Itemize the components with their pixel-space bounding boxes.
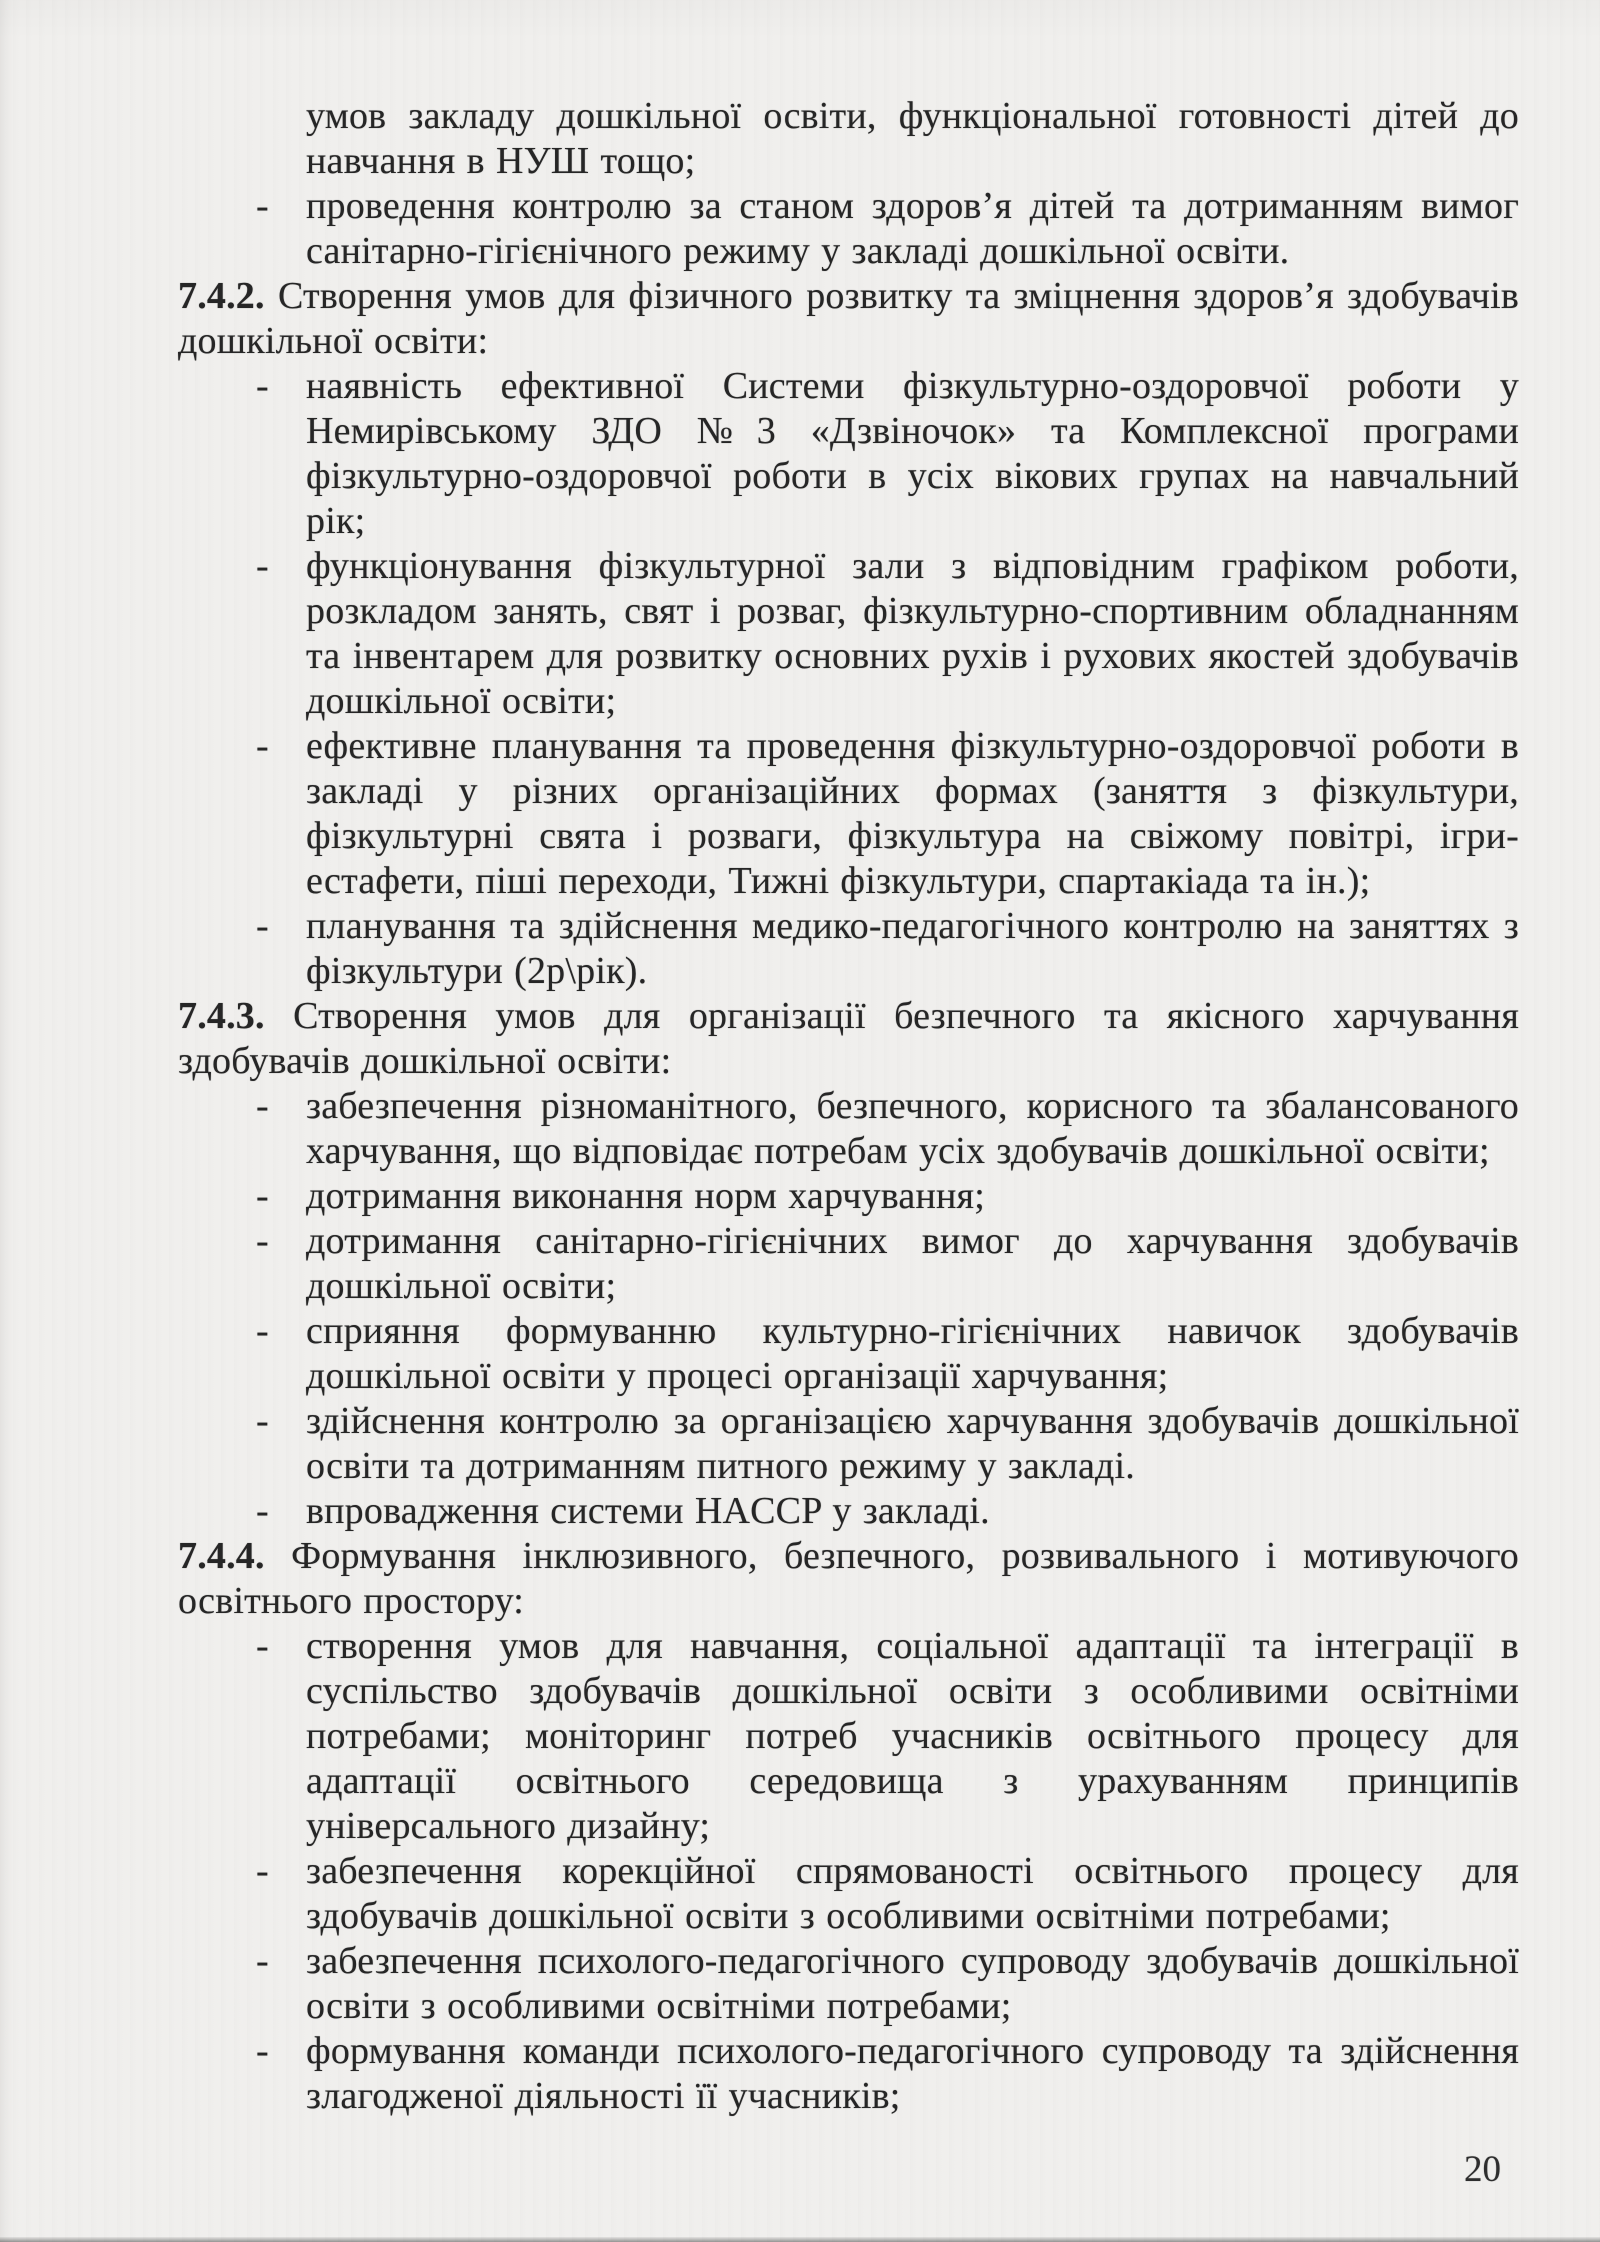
bullet-text: проведення контролю за станом здоров’я дітей та дотриманням вимог санітарно-гігієнічного режиму у закладі дошкільної освіти. — [306, 185, 1519, 272]
bullet-text: наявність ефективної Системи фізкультурно-оздоровчої роботи у Немирівському ЗДО №3 «Дзвіночок» та Комплексної програми фізкультурно-оздоровчої роботи в усіх вікових групах на навчальний рік; — [306, 365, 1519, 542]
bullet-dash: - — [256, 2030, 269, 2072]
paragraph-number: 7.4.3. — [178, 995, 265, 1037]
bullet-text: забезпечення психолого-педагогічного супроводу здобувачів дошкільної освіти з особливими освітніми потребами; — [306, 1940, 1519, 2027]
bullet-item — [256, 1219, 1519, 1309]
bullet-dash: - — [256, 725, 269, 767]
scan-bottom-edge — [0, 2237, 1600, 2242]
bullet-text: забезпечення корекційної спрямованості освітнього процесу для здобувачів дошкільної освіти з особливими освітніми потребами; — [306, 1850, 1519, 1937]
bullet-dash: - — [256, 1400, 269, 1442]
bullet-item — [256, 904, 1519, 994]
bullet-text: ефективне планування та проведення фізкультурно-оздоровчої роботи в закладі у різних організаційних формах (заняття з фізкультури, фізкультурні свята і розваги, фізкультура на свіжому повітрі, ігри-естафети, піші переходи, Тижні фізкультури, спартакіада та ін.); — [306, 725, 1519, 902]
paragraph-number: 7.4.4. — [178, 1535, 265, 1577]
bullet-item — [256, 1939, 1519, 2029]
bullet-dash: - — [256, 1490, 269, 1532]
continuation-text: умов закладу дошкільної освіти, функціональної готовності дітей до навчання в НУШ тощо; — [306, 95, 1519, 182]
numbered-paragraph: 7.4.3. Створення умов для організації безпечного та якісного харчування здобувачів дошкільної освіти: — [178, 995, 1519, 1082]
bullet-text: створення умов для навчання, соціальної адаптації та інтеграції в суспільство здобувачів дошкільної освіти з особливими освітніми потребами; моніторинг потреб учасників освітнього процесу для адаптації освітнього середовища з урахуванням принципів універсального дизайну; — [306, 1625, 1519, 1847]
bullet-dash: - — [256, 1220, 269, 1262]
bullet-item — [256, 1489, 1519, 1534]
numbered-paragraph: 7.4.2. Створення умов для фізичного розвитку та зміцнення здоров’я здобувачів дошкільної освіти: — [178, 275, 1519, 362]
bullet-dash: - — [256, 1085, 269, 1127]
bullet-item — [256, 184, 1519, 274]
bullet-text: впровадження системи HACCP у закладі. — [306, 1490, 990, 1532]
bullet-item — [256, 1309, 1519, 1399]
bullet-item — [256, 544, 1519, 724]
bullet-dash: - — [256, 1175, 269, 1217]
bullet-item — [256, 1399, 1519, 1489]
bullet-dash: - — [256, 1625, 269, 1667]
bullet-dash: - — [256, 1940, 269, 1982]
bullet-dash: - — [256, 905, 269, 947]
document-text — [178, 94, 1519, 2119]
bullet-item — [256, 1174, 1519, 1219]
paragraph-number: 7.4.2. — [178, 275, 265, 317]
bullet-text: формування команди психолого-педагогічного супроводу та здійснення злагодженої діяльності її учасників; — [306, 2030, 1519, 2117]
bullet-text: сприяння формуванню культурно-гігієнічних навичок здобувачів дошкільної освіти у процесі організації харчування; — [306, 1310, 1519, 1397]
bullet-text: дотримання санітарно-гігієнічних вимог до харчування здобувачів дошкільної освіти; — [306, 1220, 1519, 1307]
bullet-item — [256, 1624, 1519, 1849]
bullet-dash: - — [256, 365, 269, 407]
bullet-item — [256, 364, 1519, 544]
bullet-dash: - — [256, 1850, 269, 1892]
bullet-item — [256, 724, 1519, 904]
page-number: 20 — [1464, 2149, 1501, 2190]
bullet-text: здійснення контролю за організацією харчування здобувачів дошкільної освіти та дотриманням питного режиму у закладі. — [306, 1400, 1519, 1487]
numbered-paragraph: 7.4.4. Формування інклюзивного, безпечного, розвивального і мотивуючого освітнього простору: — [178, 1535, 1519, 1622]
bullet-text: планування та здійснення медико-педагогічного контролю на заняттях з фізкультури (2р\рік). — [306, 905, 1519, 992]
bullet-item — [256, 1084, 1519, 1174]
bullet-dash: - — [256, 185, 269, 227]
bullet-dash: - — [256, 1310, 269, 1352]
bullet-item — [256, 1849, 1519, 1939]
bullet-dash: - — [256, 545, 269, 587]
bullet-item — [256, 2029, 1519, 2119]
bullet-text: функціонування фізкультурної зали з відповідним графіком роботи, розкладом занять, свят і розваг, фізкультурно-спортивним обладнанням та інвентарем для розвитку основних рухів і рухових якостей здобувачів дошкільної освіти; — [306, 545, 1519, 722]
bullet-text: дотримання виконання норм харчування; — [306, 1175, 985, 1217]
bullet-text: забезпечення різноманітного, безпечного, корисного та збалансованого харчування, що відповідає потребам усіх здобувачів дошкільної освіти; — [306, 1085, 1519, 1172]
